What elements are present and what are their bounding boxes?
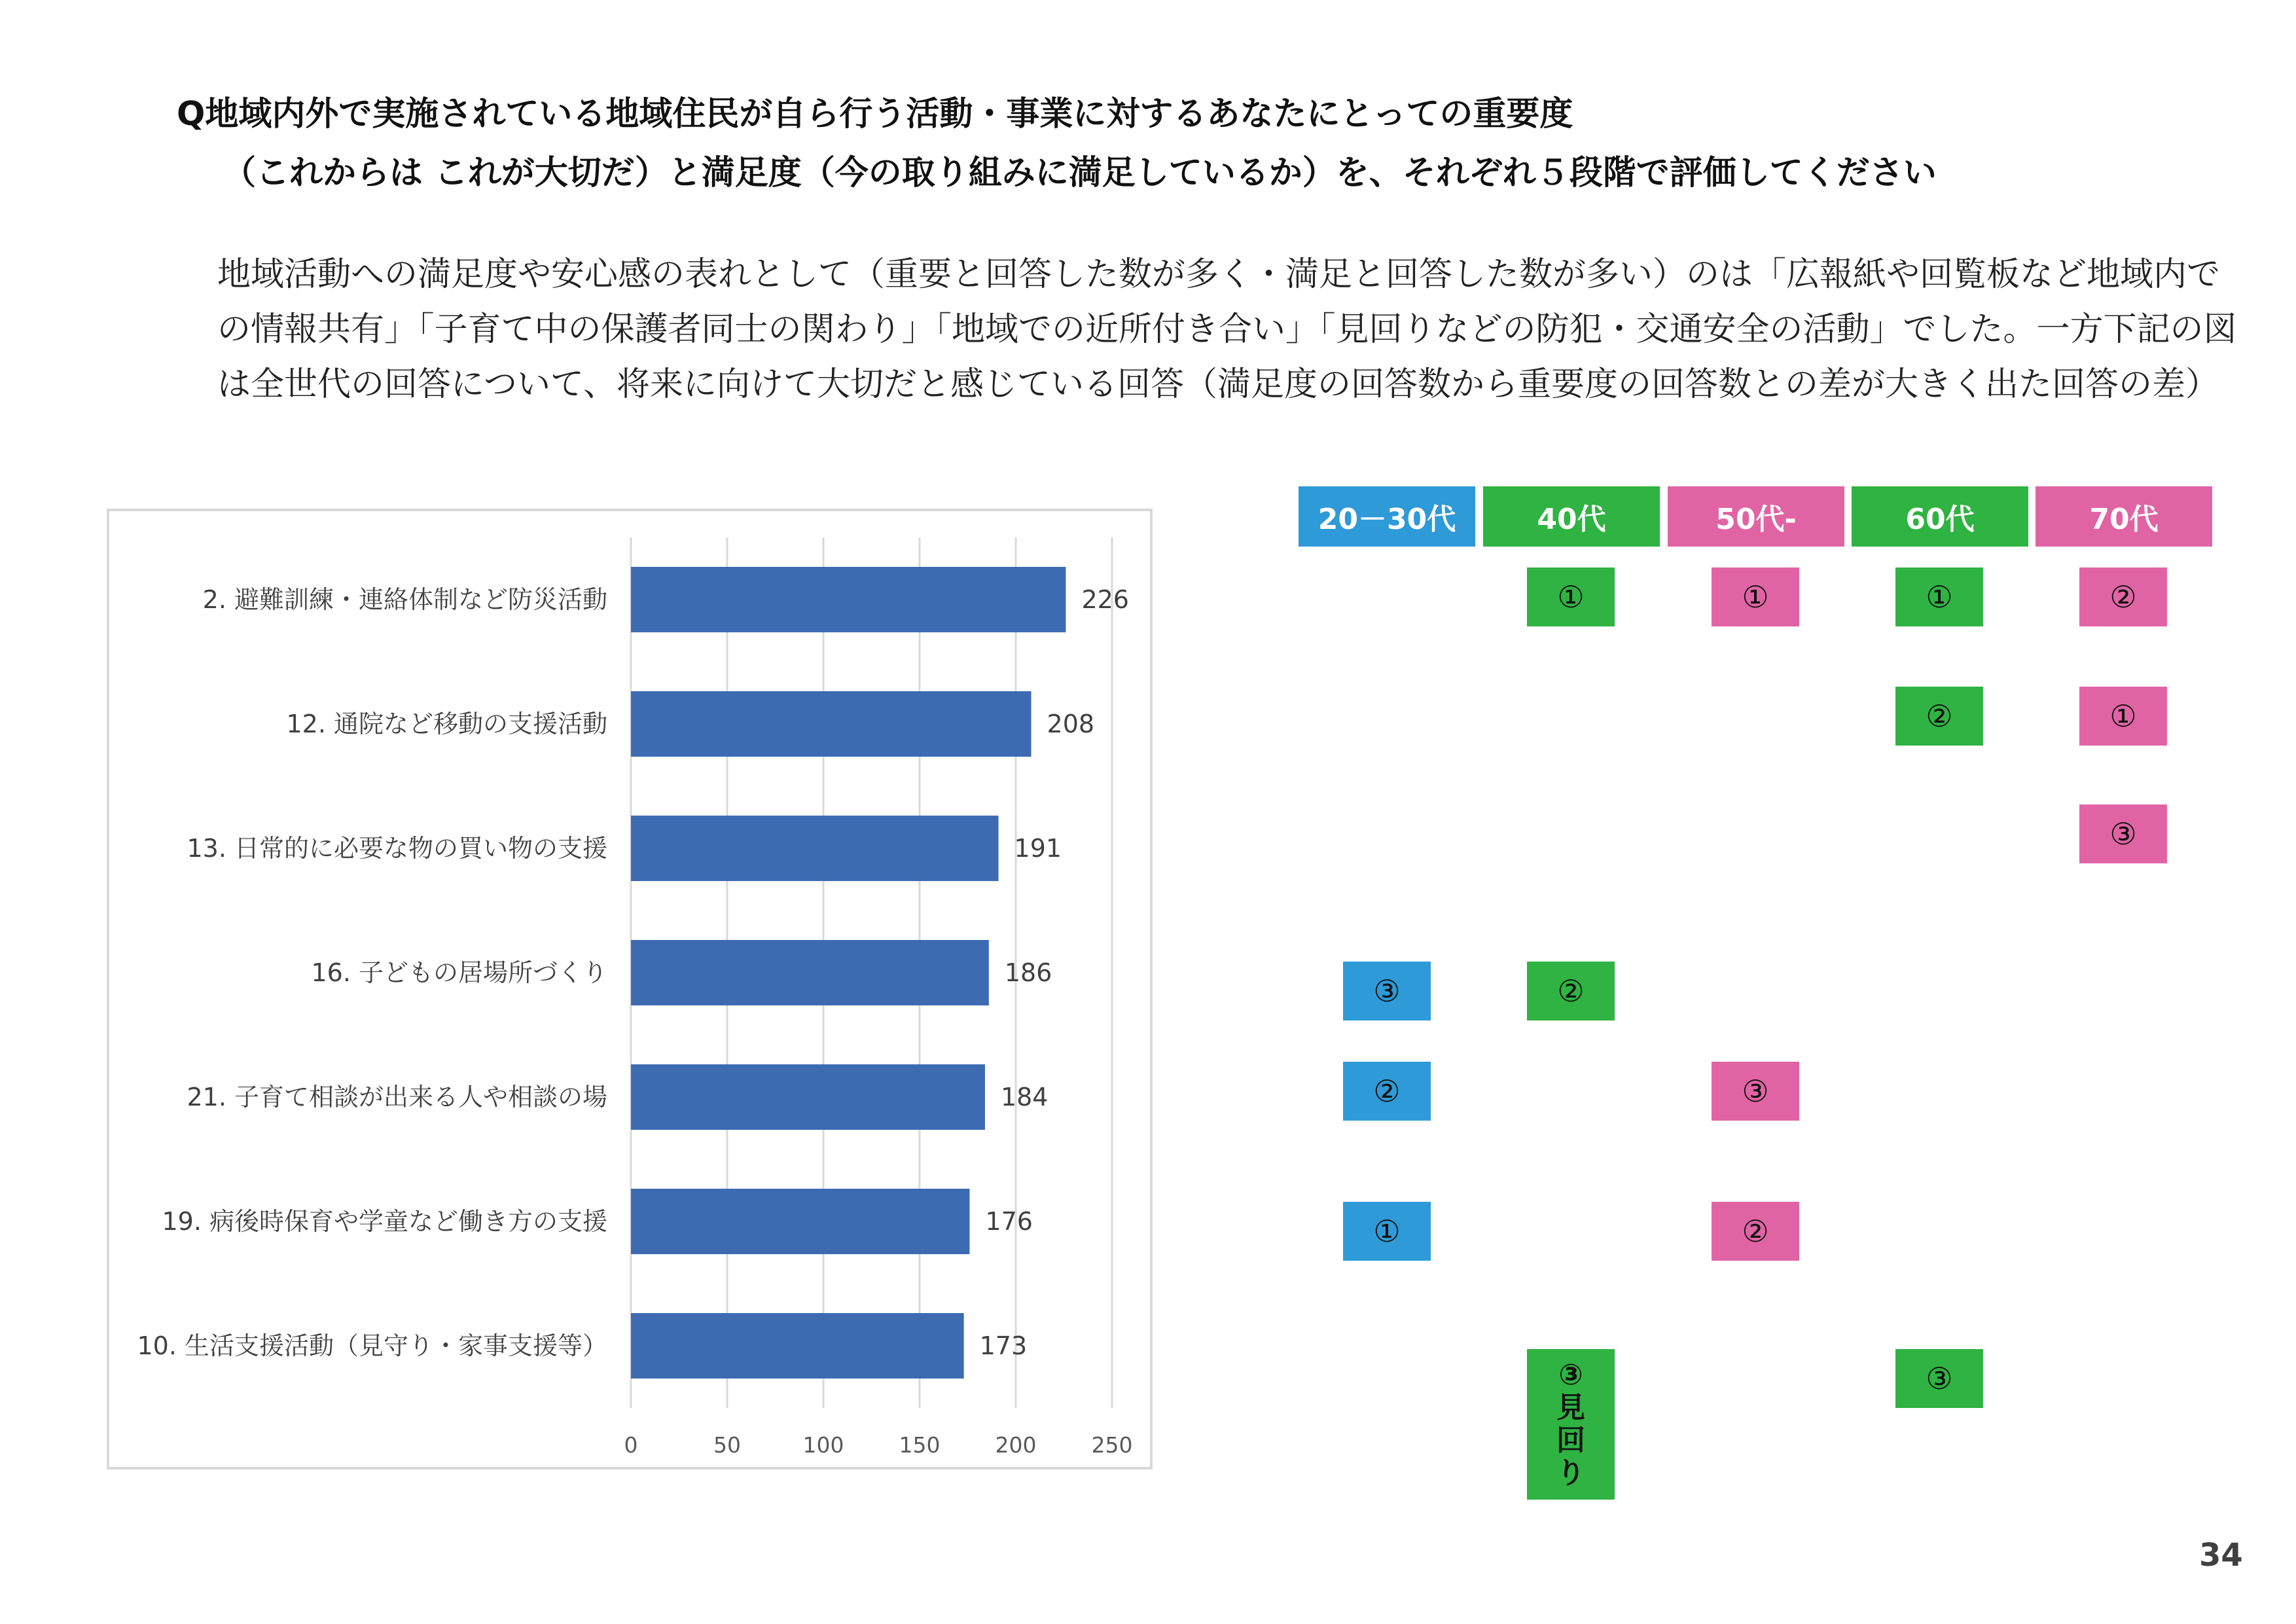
age-header-70: 70代: [2036, 486, 2212, 547]
rank-kaimono-70: ③: [2079, 804, 2167, 863]
category-label: 2. 避難訓練・連絡体制など防災活動: [202, 585, 607, 614]
bar: [631, 1313, 964, 1379]
rank-hataraki-20-30: ①: [1343, 1202, 1431, 1261]
value-label: 191: [1014, 834, 1062, 863]
rank-idou-60: ②: [1895, 687, 1983, 746]
rank-seikatsu-40: [1527, 1349, 1615, 1500]
category-label: 13. 日常的に必要な物の買い物の支援: [187, 834, 607, 863]
x-tick-label: 150: [899, 1432, 941, 1458]
rank-ibasho-20-30: ③: [1343, 962, 1431, 1020]
x-tick-label: 50: [713, 1432, 741, 1458]
rank-bousai-50: ①: [1712, 568, 1799, 626]
category-label: 12. 通院など移動の支援活動: [286, 710, 607, 738]
age-header-20-30: 20－30代: [1299, 486, 1475, 547]
rank-char: 見: [1556, 1391, 1585, 1424]
rank-soudan-20-30: ②: [1343, 1062, 1431, 1121]
bar: [631, 691, 1031, 757]
value-label: 226: [1081, 585, 1129, 614]
category-label: 10. 生活支援活動（見守り・家事支援等）: [137, 1331, 607, 1360]
category-label: 19. 病後時保育や学童など働き方の支援: [162, 1207, 607, 1236]
x-tick-label: 0: [624, 1432, 638, 1458]
bar: [631, 567, 1066, 632]
bar-chart-panel: [107, 509, 1153, 1470]
bar: [631, 816, 999, 881]
description-text: 地域活動への満足度や安心感の表れとして（重要と回答した数が多く・満足と回答した数が多い）のは「広報紙や回覧板など地域内での情報共有」「子育て中の保護者同士の関わり」「地域での近所付き合い」「見回りなどの防犯・交通安全の活動」でした。一方下記の図は全世代の回答について、将来に向けて大切だと感じている回答（満足度の回答数から重要度の回答数との差が大きく出た回答の差）: [217, 255, 2237, 404]
question-title-line2: （これからは これが大切だ）と満足度（今の取り組みに満足しているか）を、それぞれ５段階で評価してください: [223, 154, 1937, 192]
category-label: 16. 子どもの居場所づくり: [311, 958, 607, 987]
rank-bousai-70: ②: [2079, 568, 2167, 626]
rank-bousai-60: ①: [1895, 568, 1983, 626]
value-label: 176: [985, 1207, 1033, 1236]
rank-soudan-50: ③: [1712, 1062, 1799, 1121]
question-title-line1: Q地域内外で実施されている地域住民が自ら行う活動・事業に対するあなたにとっての重要度: [177, 95, 1573, 134]
rank-char: ③: [1558, 1358, 1583, 1392]
age-header-40: 40代: [1483, 486, 1660, 547]
bar: [631, 1064, 985, 1130]
rank-hataraki-50: ②: [1712, 1202, 1799, 1261]
rank-char: 回: [1556, 1424, 1585, 1457]
age-header-50: 50代-: [1668, 486, 1844, 547]
age-header-60: 60代: [1852, 486, 2028, 547]
rank-seikatsu-60: ③: [1895, 1349, 1983, 1408]
x-tick-label: 100: [802, 1432, 844, 1458]
rank-bousai-40: ①: [1527, 568, 1615, 626]
x-tick-label: 200: [995, 1432, 1037, 1458]
rank-idou-70: ①: [2079, 687, 2167, 746]
category-label: 21. 子育て相談が出来る人や相談の場: [187, 1083, 607, 1111]
rank-char: り: [1556, 1456, 1585, 1490]
value-label: 184: [1000, 1083, 1049, 1111]
bar-chart: [109, 511, 1150, 1467]
bar: [631, 1189, 969, 1254]
x-tick-label: 250: [1091, 1432, 1133, 1458]
page-number: 34: [2199, 1537, 2243, 1574]
value-label: 208: [1047, 710, 1095, 738]
value-label: 186: [1004, 958, 1052, 987]
value-label: 173: [979, 1331, 1028, 1360]
rank-ibasho-40: ②: [1527, 962, 1615, 1020]
bar: [631, 940, 989, 1005]
